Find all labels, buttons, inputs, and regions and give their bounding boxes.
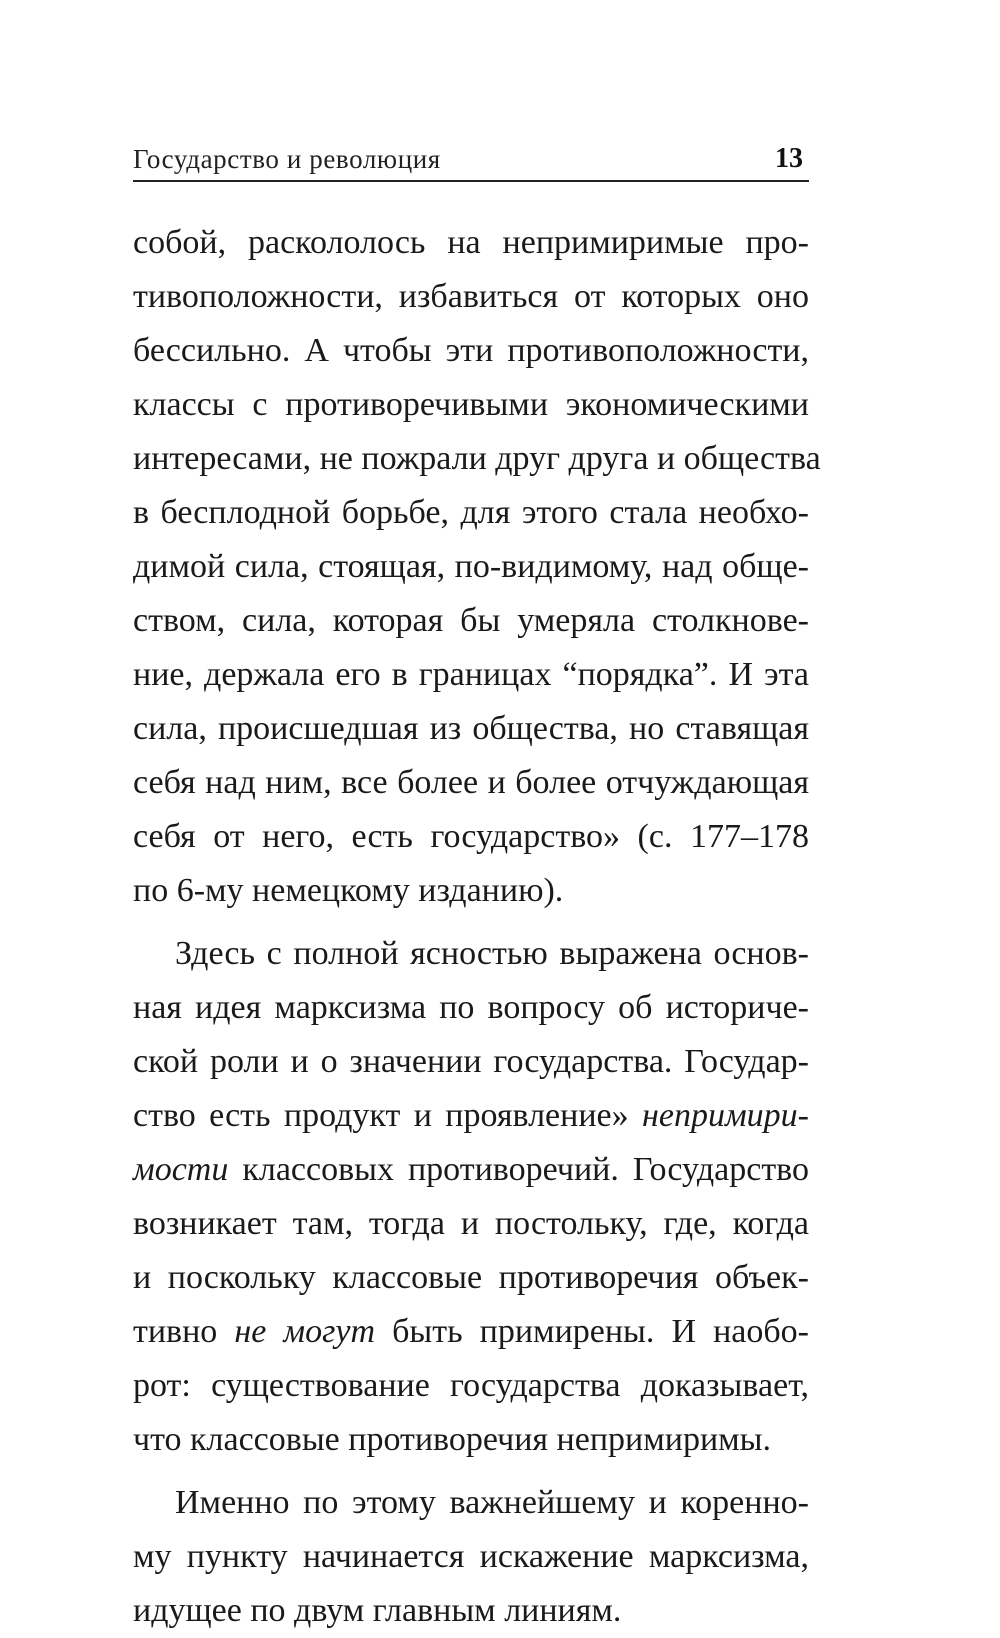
italic-emphasis: непримири-	[642, 1097, 809, 1134]
text-run: ство есть продукт и проявление»	[133, 1097, 643, 1134]
text-line	[133, 1089, 809, 1143]
page-number: 13	[775, 143, 803, 174]
text-line: рот: существование государства доказывает,	[133, 1367, 809, 1404]
text-line: ством, сила, которая бы умеряла столкнове-	[133, 602, 809, 639]
text-line: себя от него, есть государство» (с. 177–178	[133, 818, 809, 855]
text-line: что классовые противоречия непримиримы.	[133, 1421, 771, 1458]
body-text	[133, 216, 821, 1638]
text-run: быть примирены. И наобо-	[375, 1313, 809, 1350]
text-line	[133, 1143, 809, 1197]
text-run: тивно	[133, 1313, 235, 1350]
text-run: классовых противоречий. Государство	[228, 1151, 809, 1188]
text-line: и поскольку классовые противоречия объек-	[133, 1259, 809, 1296]
text-line: тивоположности, избавиться от которых оно	[133, 278, 809, 315]
running-title: Государство и революция	[133, 144, 441, 174]
text-line: ная идея марксизма по вопросу об историче-	[133, 989, 809, 1026]
text-line: му пункту начинается искажение марксизма,	[133, 1538, 809, 1575]
text-line: ской роли и о значении государства. Государ-	[133, 1043, 809, 1080]
text-line: в бесплодной борьбе, для этого стала необхо-	[133, 494, 809, 531]
text-line: бессильно. А чтобы эти противоположности,	[133, 332, 809, 369]
text-line: собой, раскололось на непримиримые про-	[133, 224, 809, 261]
text-line: димой сила, стоящая, по-видимому, над обще-	[133, 548, 809, 585]
text-line: классы с противоречивыми экономическими	[133, 386, 809, 423]
text-line: интересами, не пожрали друг друга и общества	[133, 440, 821, 477]
italic-emphasis: мости	[133, 1151, 229, 1188]
text-line: себя над ним, все более и более отчуждающая	[133, 764, 809, 801]
text-line: возникает там, тогда и постольку, где, когда	[133, 1205, 809, 1242]
text-line: по 6-му немецкому изданию).	[133, 872, 564, 909]
text-line: Здесь с полной ясностью выражена основ-	[175, 935, 809, 972]
text-line	[133, 1305, 809, 1359]
text-line: идущее по двум главным линиям.	[133, 1592, 622, 1629]
text-line: Именно по этому важнейшему и коренно-	[175, 1484, 809, 1521]
paragraph	[133, 927, 809, 1467]
italic-emphasis: не могут	[234, 1313, 376, 1350]
paragraph	[133, 216, 821, 918]
paragraph	[133, 1476, 809, 1638]
text-line: ние, держала его в границах “порядка”. И эта	[133, 656, 809, 693]
running-header	[133, 140, 809, 182]
text-line: сила, происшедшая из общества, но ставящая	[133, 710, 809, 747]
